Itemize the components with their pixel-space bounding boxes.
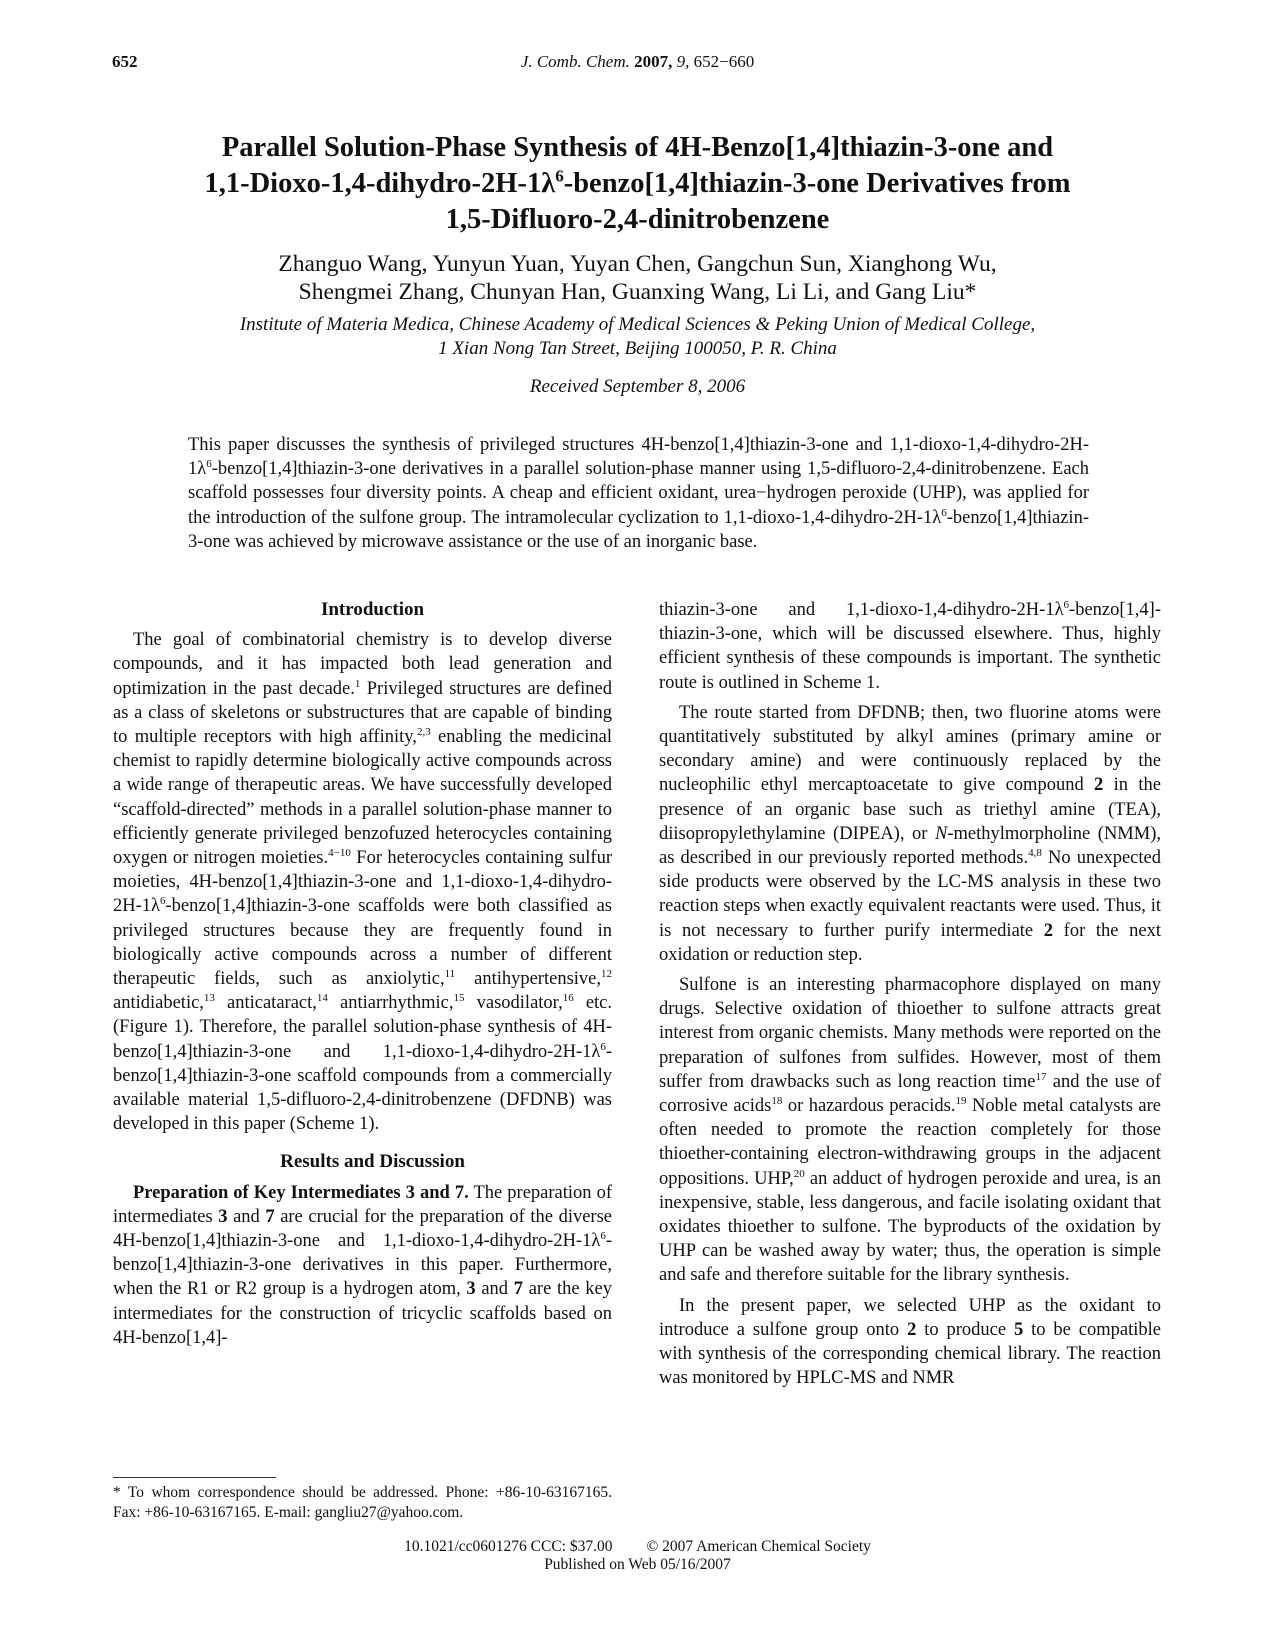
body-text: Noble metal catalysts are often needed to promote the reaction completely for those thioether-containing electron-withdrawing groups in the adjacent oppositions. UHP, [659, 1096, 1161, 1189]
compound-number: 2 [1043, 920, 1054, 941]
body-text: to be compatible with synthesis of the corresponding chemical library. The reaction was monitored by HPLC-MS and NMR [659, 1319, 1161, 1389]
right-column [659, 598, 1161, 1391]
affiliation-line-2: 1 Xian Nong Tan Street, Beijing 100050, P. R. China [438, 338, 837, 359]
journal-name: J. Comb. Chem. [520, 52, 630, 71]
compound-number: 2 [907, 1319, 917, 1340]
intro-text: -benzo[1,4]thiazin-3-one scaffold compounds from a commercially available material 1,5-difluoro-2,4-dinitrobenzene (DFDNB) was developed in this paper (Scheme 1). [113, 1041, 612, 1135]
body-text: -benzo[1,4]-thiazin-3-one, which will be discussed elsewhere. Thus, highly efficient synthesis of these compounds is important. The synthetic route is outlined in Scheme 1. [659, 600, 1161, 693]
citation: 12 [601, 967, 612, 980]
citation: 18 [771, 1094, 783, 1107]
superscript: 6 [1063, 598, 1070, 611]
citation: 4,8 [1028, 846, 1042, 859]
journal-year: 2007, [634, 52, 673, 71]
abstract-sup-2: 6 [941, 506, 947, 519]
title-line-2 [150, 166, 1125, 202]
body-text: -methylmorpholine (NMM), as described in our previously reported methods. [659, 823, 1161, 869]
journal-volume: 9, [676, 52, 690, 71]
paper-title [150, 130, 1125, 238]
footer-doi-line [0, 1538, 1275, 1556]
intro-text: antihypertensive, [455, 969, 601, 990]
affiliation [150, 313, 1125, 361]
body-text: for the next oxidation or reduction step. [659, 920, 1161, 965]
abstract [188, 433, 1089, 554]
route-paragraph [659, 701, 1161, 967]
footnote-rule [113, 1477, 276, 1478]
intro-paragraph [113, 628, 612, 1136]
results-text: and [227, 1206, 266, 1227]
results-text: and [475, 1279, 514, 1300]
body-text: No unexpected side products were observed by the LC-MS analysis in these two reaction steps when exactly equivalent reactants were used. Thus, it is not necessary to further purify intermediate [659, 848, 1161, 941]
italic-n: N [935, 823, 948, 844]
copyright: © 2007 American Chemical Society [646, 1538, 871, 1555]
results-text: The preparation of intermediates [113, 1182, 612, 1227]
sulfone-paragraph [659, 973, 1161, 1288]
body-text: or hazardous peracids. [782, 1096, 956, 1117]
body-text: and the use of corrosive acids [659, 1071, 1161, 1117]
continued-paragraph [659, 598, 1161, 695]
body-text: thiazin-3-one and 1,1-dioxo-1,4-dihydro-2H-1λ [659, 600, 1064, 620]
compound-number: 7 [265, 1206, 275, 1227]
page-number: 652 [112, 52, 138, 71]
body-text: Sulfone is an interesting pharmacophore displayed on many drugs. Selective oxidation of thioether to sulfone attracts great interest from organic chemists. Many methods were reported on the preparation of sulfones from sulfides. However, most of them suffer from drawbacks such as long reaction time [659, 975, 1161, 1092]
compound-number: 3 [466, 1279, 476, 1300]
superscript: 6 [600, 1040, 606, 1053]
citation: 14 [316, 992, 328, 1005]
intro-text: Privileged structures are defined as a class of skeletons or substructures that are capable of binding to multiple receptors with high affinity, [113, 678, 612, 748]
citation: 4−10 [328, 846, 351, 859]
published-date: Published on Web 05/16/2007 [544, 1556, 731, 1573]
compound-number: 7 [513, 1279, 524, 1300]
citation: 13 [203, 992, 215, 1005]
journal-citation [0, 52, 1275, 72]
authors-line-1: Zhanguo Wang, Yunyun Yuan, Yuyan Chen, Gangchun Sun, Xianghong Wu, [278, 251, 997, 277]
intro-text: vasodilator, [464, 993, 563, 1014]
citation: 16 [562, 992, 574, 1005]
title-line-2a: 1,1-Dioxo-1,4-dihydro-2H-1λ [204, 168, 556, 199]
citation: 15 [453, 992, 465, 1005]
affiliation-line-1: Institute of Materia Medica, Chinese Academy of Medical Sciences & Peking Union of Medical College, [239, 314, 1036, 335]
abstract-sup-1: 6 [206, 458, 212, 471]
intro-text: -benzo[1,4]thiazin-3-one scaffolds were both classified as privileged structures because they are frequently found in biologically active compounds across a number of different therapeutic fields, such as anxiolytic, [113, 896, 612, 990]
intro-text: antiarrhythmic, [327, 993, 454, 1014]
body-text: to produce [916, 1319, 1014, 1340]
citation: 19 [955, 1094, 967, 1107]
intro-text: The goal of combinatorial chemistry is to develop diverse compounds, and it has impacted both lead generation and optimization in the past decade. [113, 630, 612, 699]
results-heading: Results and Discussion [280, 1151, 465, 1173]
results-paragraph [113, 1181, 612, 1350]
run-in-heading: Preparation of Key Intermediates 3 and 7. [133, 1182, 469, 1203]
citation: 2,3 [416, 725, 431, 738]
intro-text: anticataract, [214, 993, 317, 1014]
journal-pages: 652−660 [693, 52, 755, 71]
results-text: are the key intermediates for the construction of tricyclic scaffolds based on 4H-benzo[1,4]- [113, 1279, 612, 1348]
body-text: The route started from DFDNB; then, two fluorine atoms were quantitatively substituted by alkyl amines (primary amine or secondary amine) and were continuously replaced by the nucleophilic ethyl mercaptoacetate to give compound [659, 702, 1161, 796]
abstract-text-3: -benzo[1,4]thiazin-3-one was achieved by microwave assistance or the use of an inorganic base. [188, 507, 1089, 552]
citation: 11 [444, 967, 456, 980]
body-text: an adduct of hydrogen peroxide and urea, is an inexpensive, stable, less dangerous, and facile isolating oxidant that oxidates thioether to sulfone. The byproducts of the oxidation by UHP can be washed away by water; thus, the operation is simple and safe and therefore suitable for the library synthesis. [659, 1168, 1161, 1286]
received-date: Received September 8, 2006 [529, 376, 746, 397]
citation: 20 [793, 1167, 805, 1180]
results-text: -benzo[1,4]thiazin-3-one derivatives in this paper. Furthermore, when the R1 or R2 group is a hydrogen atom, [113, 1231, 612, 1300]
intro-text: enabling the medicinal chemist to rapidly determine biologically active compounds across a wide range of therapeutic areas. We have successfully developed “scaffold-directed” methods in a parallel solution-phase manner to efficiently generate privileged benzofuzed heterocycles containing oxygen or nitrogen moieties. [113, 727, 612, 869]
title-line-2b: -benzo[1,4]thiazin-3-one Derivatives from [563, 168, 1071, 199]
body-text: in the presence of an organic base such as triethyl amine (TEA), diisopropylethylamine (DIPEA), or [659, 775, 1161, 844]
results-text: are crucial for the preparation of the diverse 4H-benzo[1,4]thiazin-3-one and 1,1-dioxo-1,4-dihydro-2H-1λ [113, 1206, 612, 1252]
title-sup: 6 [555, 166, 564, 186]
intro-text: antidiabetic, [113, 993, 204, 1014]
present-paper-paragraph [659, 1294, 1161, 1391]
author-list [150, 250, 1125, 306]
left-column [113, 598, 612, 1350]
intro-text: For heterocycles containing sulfur moieties, 4H-benzo[1,4]thiazin-3-one and 1,1-dioxo-1,4-dihydro-2H-1λ [113, 848, 612, 917]
intro-heading: Introduction [320, 599, 425, 620]
citation: 1 [354, 677, 361, 690]
doi: 10.1021/cc0601276 CCC: $37.00 [404, 1538, 613, 1555]
abstract-text-2: -benzo[1,4]thiazin-3-one derivatives in a parallel solution-phase manner using 1,5-difluoro-2,4-dinitrobenzene. Each scaffold possesses four diversity points. A cheap and efficient oxidant, urea−hydrogen peroxide (UHP), was applied for the introduction of the sulfone group. The intramolecular cyclization to 1,1-dioxo-1,4-dihydro-2H-1λ [188, 459, 1089, 528]
compound-number: 5 [1014, 1319, 1024, 1340]
compound-number: 2 [1094, 775, 1104, 796]
title-line-1: Parallel Solution-Phase Synthesis of 4H-Benzo[1,4]thiazin-3-one and [221, 132, 1054, 163]
superscript: 6 [600, 1229, 606, 1242]
authors-line-2: Shengmei Zhang, Chunyan Han, Guanxing Wang, Li Li, and Gang Liu* [298, 279, 977, 305]
citation: 17 [1035, 1070, 1047, 1083]
correspondence-footnote: * To whom correspondence should be addressed. Phone: +86-10-63167165. Fax: +86-10-63167165. E-mail: gangliu27@yahoo.com. [113, 1484, 612, 1521]
abstract-text-1: This paper discusses the synthesis of privileged structures 4H-benzo[1,4]thiazin-3-one and 1,1-dioxo-1,4-dihydro-2H-1λ [188, 435, 1089, 480]
superscript: 6 [160, 895, 166, 908]
intro-text: etc. (Figure 1). Therefore, the parallel solution-phase synthesis of 4H-benzo[1,4]thiazin-3-one and 1,1-dioxo-1,4-dihydro-2H-1λ [113, 993, 613, 1062]
compound-number: 3 [218, 1206, 228, 1227]
title-line-3: 1,5-Difluoro-2,4-dinitrobenzene [445, 204, 830, 235]
body-text: In the present paper, we selected UHP as the oxidant to introduce a sulfone group onto [659, 1295, 1161, 1340]
